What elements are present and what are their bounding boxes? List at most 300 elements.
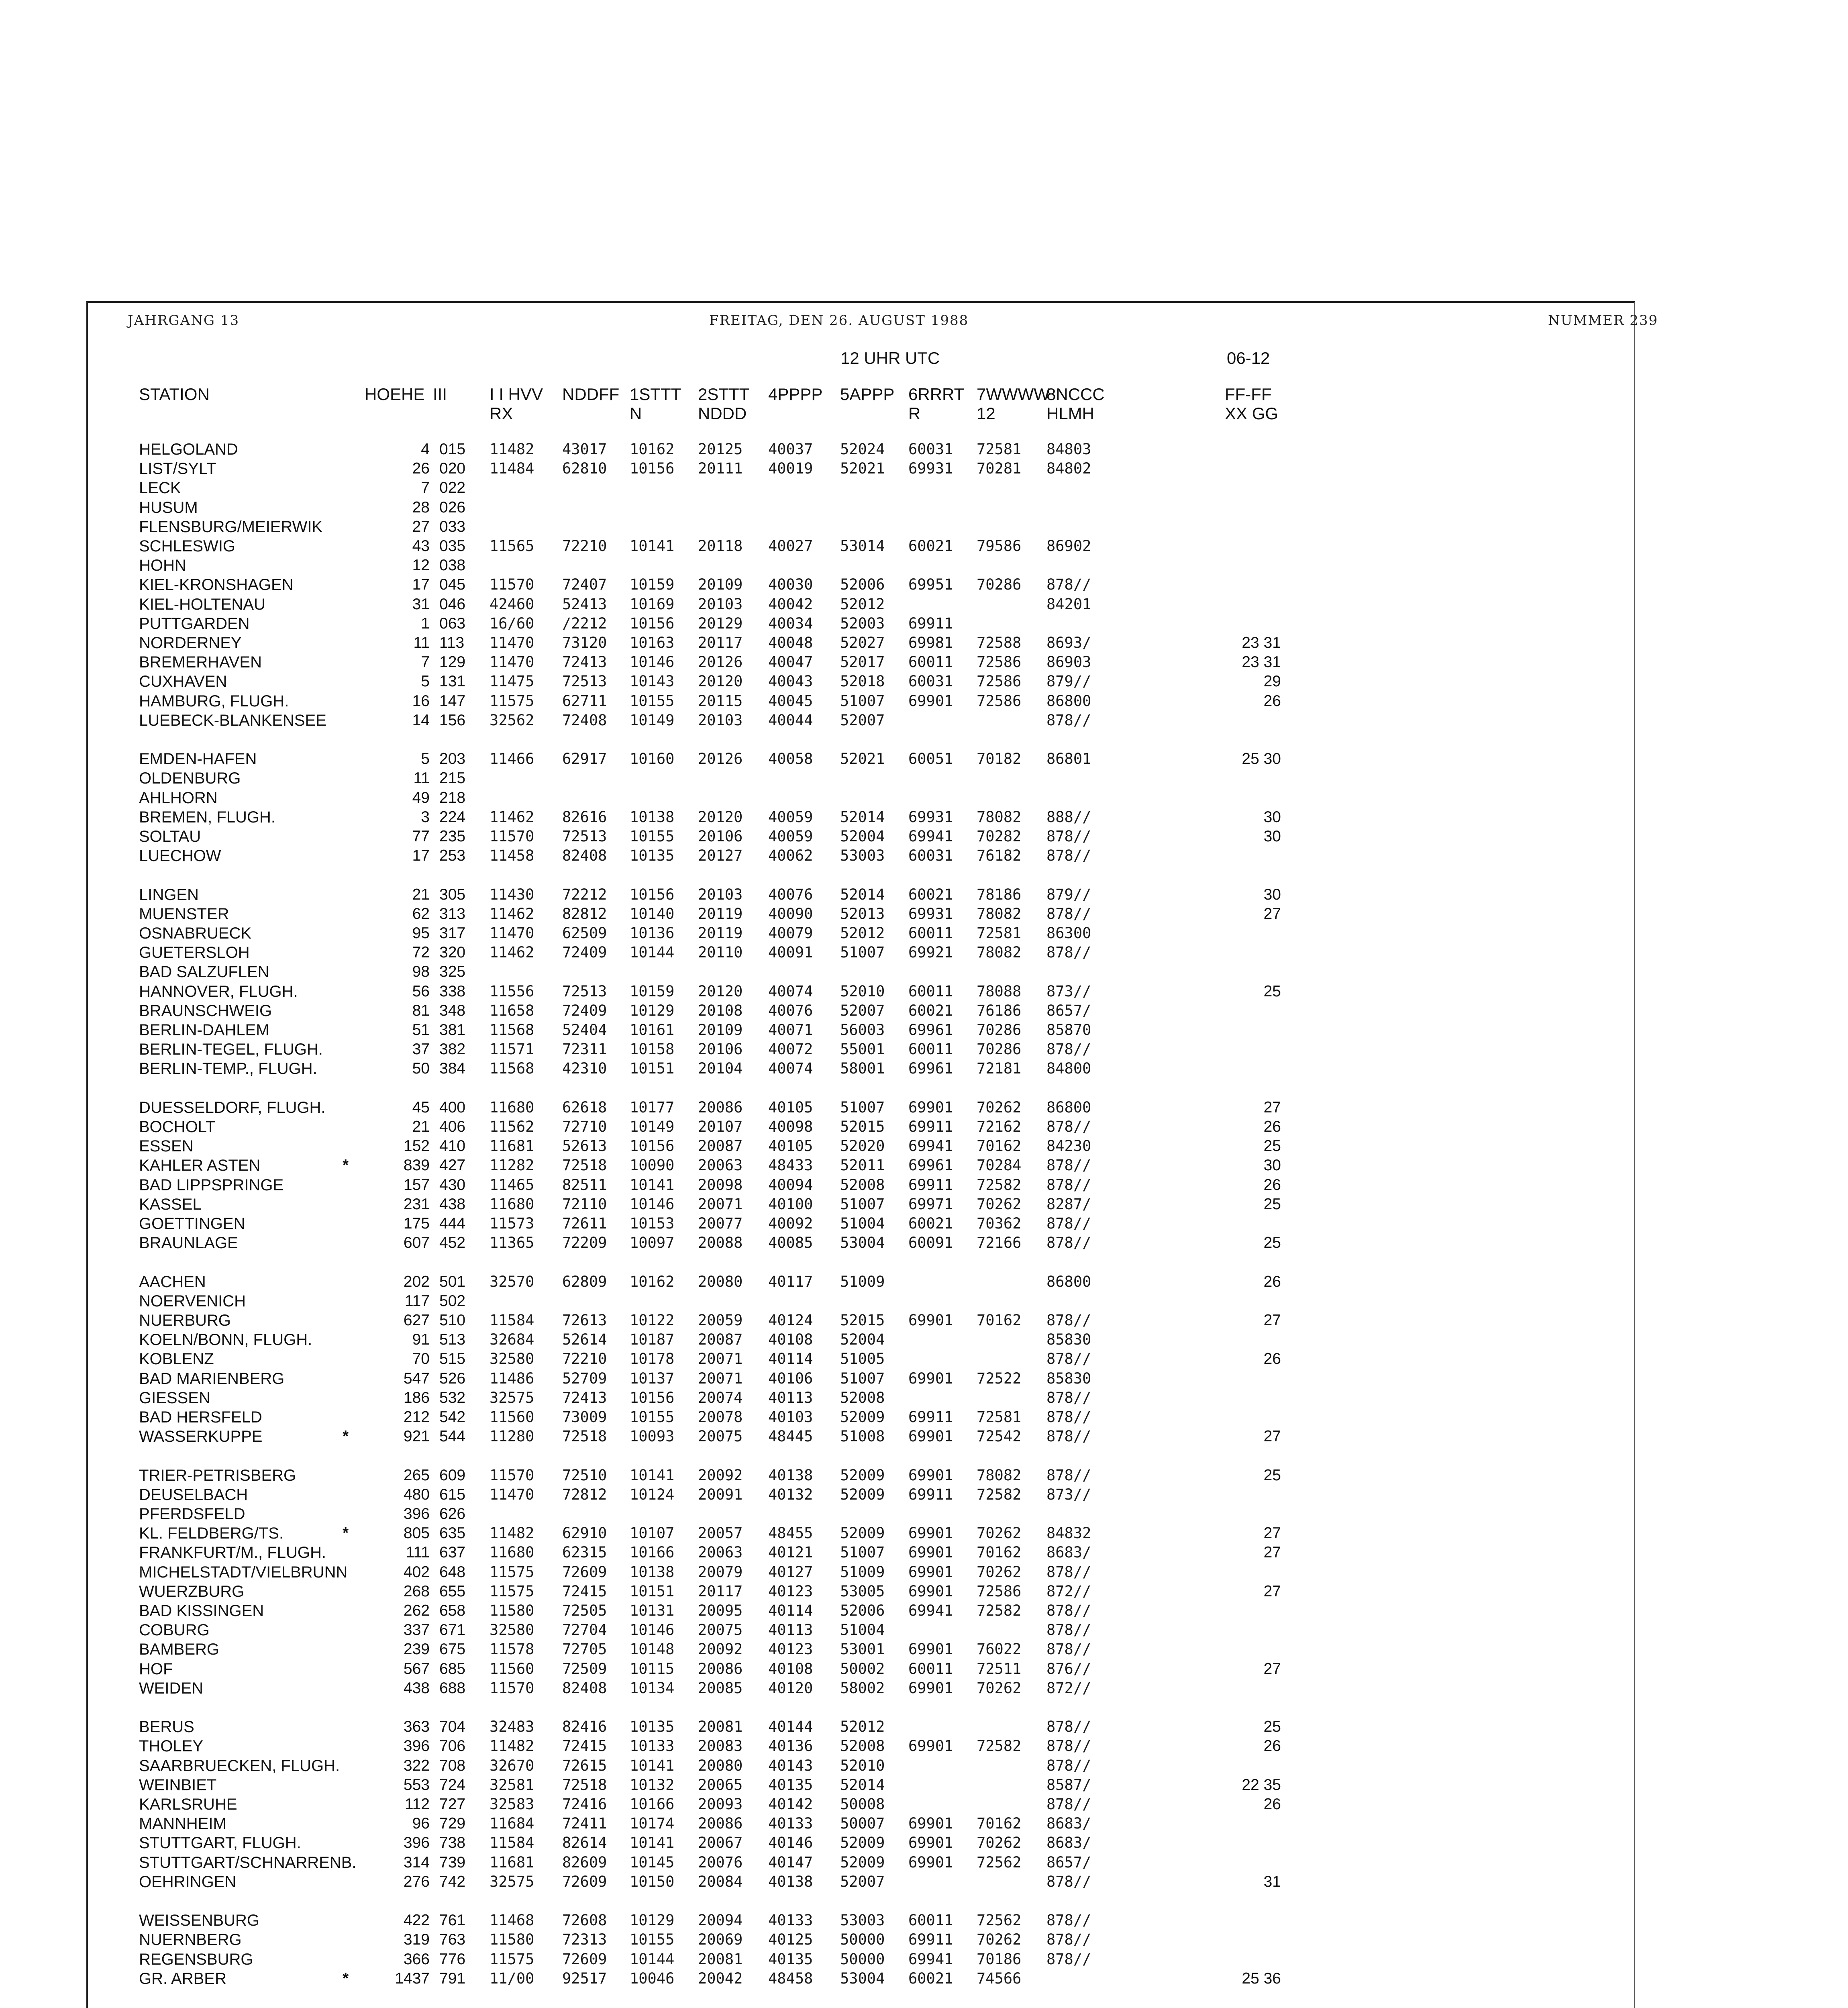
synop-group-c5: 40042	[768, 595, 813, 613]
synop-group-c7: 60011	[908, 653, 953, 671]
synop-group-c4: 20042	[698, 1969, 743, 1987]
synop-group-c3: 10161	[630, 1021, 675, 1039]
station-height: 112	[404, 1796, 430, 1813]
synop-group-c7: 69911	[908, 1931, 953, 1949]
station-number: 156	[439, 711, 466, 729]
gust-value: 26	[1263, 692, 1281, 710]
gust-value: 30	[1263, 1157, 1281, 1174]
synop-group-c2: 82616	[562, 808, 607, 826]
synop-group-c8: 70281	[977, 460, 1022, 478]
gust-value: 25	[1263, 1137, 1281, 1155]
gust-value: 25	[1263, 1718, 1281, 1736]
station-number: 738	[439, 1834, 466, 1852]
synop-group-c9: 84803	[1046, 441, 1091, 458]
synop-group-c5: 40094	[768, 1176, 813, 1194]
column-header-c4: 2STTT NDDD	[698, 385, 750, 423]
table-row	[0, 1388, 1848, 1408]
station-height: 4	[421, 441, 430, 458]
synop-group-c9: 8657/	[1046, 1002, 1091, 1019]
synop-group-c5: 40121	[768, 1544, 813, 1561]
station-name: GUETERSLOH	[139, 944, 250, 962]
synop-group-c9: 84800	[1046, 1060, 1091, 1077]
table-row	[0, 1563, 1848, 1582]
station-number: 129	[439, 653, 466, 671]
synop-group-c2: 72609	[562, 1950, 607, 1968]
synop-group-c8: 70262	[977, 1563, 1022, 1581]
synop-group-c9: 878//	[1046, 1621, 1091, 1639]
synop-group-c6: 53004	[840, 1969, 885, 1987]
synop-group-c8: 72582	[977, 1737, 1022, 1755]
synop-group-c4: 20079	[698, 1563, 743, 1581]
station-name: HOF	[139, 1660, 173, 1678]
synop-group-c5: 40105	[768, 1137, 813, 1155]
synop-group-c6: 50008	[840, 1796, 885, 1813]
synop-group-c8: 72588	[977, 634, 1022, 651]
gust-value: 27	[1263, 1428, 1281, 1445]
station-height: 45	[412, 1098, 430, 1116]
synop-group-c2: 92517	[562, 1969, 607, 1987]
station-name: STUTTGART/SCHNARRENB.	[139, 1853, 357, 1871]
synop-group-c9: 878//	[1046, 828, 1091, 845]
synop-group-c4: 20083	[698, 1737, 743, 1755]
synop-group-c5: 40120	[768, 1679, 813, 1697]
synop-group-c6: 52015	[840, 1312, 885, 1329]
synop-group-c3: 10093	[630, 1428, 675, 1445]
table-row	[0, 1020, 1848, 1040]
synop-group-c1: 11482	[490, 1524, 534, 1542]
gust-value: 27	[1263, 1544, 1281, 1561]
table-row	[0, 904, 1848, 924]
station-number: 410	[439, 1137, 466, 1155]
table-row	[0, 498, 1848, 517]
synop-group-c6: 51009	[840, 1563, 885, 1581]
synop-group-c5: 40047	[768, 653, 813, 671]
synop-group-c8: 72166	[977, 1234, 1022, 1252]
table-row	[0, 1292, 1848, 1311]
station-number: 131	[439, 673, 466, 690]
synop-group-c5: 40113	[768, 1621, 813, 1639]
synop-group-c1: 11365	[490, 1234, 534, 1252]
synop-group-c8: 78082	[977, 944, 1022, 961]
station-number: 438	[439, 1195, 466, 1213]
synop-group-c4: 20106	[698, 1041, 743, 1058]
table-row	[0, 653, 1848, 672]
synop-group-c3: 10144	[630, 944, 675, 961]
table-row	[0, 962, 1848, 982]
synop-group-c3: 10155	[630, 1931, 675, 1949]
synop-group-c3: 10138	[630, 1563, 675, 1581]
station-height: 438	[403, 1679, 430, 1697]
station-name: FRANKFURT/M., FLUGH.	[139, 1544, 326, 1562]
synop-group-c3: 10155	[630, 828, 675, 845]
synop-group-c2: 72615	[562, 1757, 607, 1774]
column-header-station: STATION	[139, 385, 210, 404]
synop-group-c6: 53005	[840, 1582, 885, 1600]
synop-group-c2: 82408	[562, 847, 607, 865]
synop-group-c4: 20103	[698, 595, 743, 613]
synop-group-c7: 69911	[908, 614, 953, 632]
synop-group-c6: 51008	[840, 1428, 885, 1445]
synop-group-c7: 69901	[908, 692, 953, 710]
synop-group-c5: 40144	[768, 1718, 813, 1736]
station-number: 727	[439, 1796, 466, 1813]
synop-group-c3: 10097	[630, 1234, 675, 1252]
synop-group-c1: 11568	[490, 1021, 534, 1039]
gust-value: 26	[1263, 1796, 1281, 1813]
synop-group-c5: 40019	[768, 460, 813, 478]
synop-group-c6: 52008	[840, 1389, 885, 1406]
synop-group-c7: 69901	[908, 1679, 953, 1697]
synop-group-c1: 11575	[490, 1582, 534, 1600]
synop-group-c3: 10141	[630, 1757, 675, 1774]
synop-group-c2: 72513	[562, 828, 607, 845]
table-row	[0, 749, 1848, 769]
table-row	[0, 769, 1848, 788]
synop-group-c6: 52004	[840, 1331, 885, 1349]
station-name: KIEL-KRONSHAGEN	[139, 576, 294, 594]
mountain-station-marker: *	[343, 1428, 349, 1445]
station-height: 212	[403, 1408, 430, 1426]
issue-number: NUMMER 239	[1548, 312, 1658, 329]
station-name: KARLSRUHE	[139, 1796, 237, 1813]
station-height: 186	[403, 1389, 430, 1406]
station-number: 724	[439, 1776, 466, 1794]
gust-value: 25 36	[1242, 1969, 1281, 1987]
synop-group-c6: 52024	[840, 441, 885, 458]
table-row	[0, 1601, 1848, 1620]
synop-group-c6: 52009	[840, 1834, 885, 1852]
synop-group-c9: 878//	[1046, 1950, 1091, 1968]
synop-group-c7: 69981	[908, 634, 953, 651]
synop-group-c1: 11556	[490, 982, 534, 1000]
synop-group-c8: 72581	[977, 441, 1022, 458]
station-number: 515	[439, 1350, 466, 1368]
station-name: GR. ARBER	[139, 1969, 226, 1988]
station-number: 253	[439, 847, 466, 865]
synop-group-c2: 72513	[562, 982, 607, 1000]
synop-group-c7: 60021	[908, 886, 953, 903]
synop-group-c3: 10129	[630, 1912, 675, 1929]
station-height: 5	[421, 673, 430, 690]
station-name: OEHRINGEN	[139, 1873, 237, 1891]
station-name: LIST/SYLT	[139, 460, 216, 478]
station-name: BOCHOLT	[139, 1118, 216, 1136]
station-name: DUESSELDORF, FLUGH.	[139, 1098, 326, 1116]
synop-group-c8: 72582	[977, 1176, 1022, 1194]
synop-group-c5: 40108	[768, 1331, 813, 1349]
synop-group-c6: 52008	[840, 1737, 885, 1755]
synop-group-c2: 62917	[562, 750, 607, 768]
synop-group-c7: 69901	[908, 1098, 953, 1116]
synop-group-c5: 40091	[768, 944, 813, 961]
synop-group-c8: 72582	[977, 1602, 1022, 1619]
synop-group-c5: 40030	[768, 576, 813, 594]
table-row	[0, 1233, 1848, 1253]
station-number: 791	[439, 1969, 466, 1987]
station-number: 026	[439, 498, 466, 516]
synop-group-c1: 11681	[490, 1137, 534, 1155]
station-name: SCHLESWIG	[139, 537, 236, 555]
synop-group-c8: 72162	[977, 1118, 1022, 1135]
synop-group-c8: 78088	[977, 982, 1022, 1000]
synop-group-c3: 10129	[630, 1002, 675, 1019]
station-height: 3	[421, 808, 430, 826]
synop-group-c5: 40143	[768, 1757, 813, 1774]
station-height: 239	[403, 1641, 430, 1658]
station-name: TRIER-PETRISBERG	[139, 1466, 296, 1484]
station-height: 14	[412, 711, 430, 729]
synop-group-c2: 72608	[562, 1912, 607, 1929]
table-row	[0, 1195, 1848, 1214]
synop-group-c9: 878//	[1046, 1176, 1091, 1194]
synop-group-c9: 872//	[1046, 1582, 1091, 1600]
synop-group-c4: 20120	[698, 673, 743, 690]
synop-group-c4: 20103	[698, 711, 743, 729]
station-number: 526	[439, 1369, 466, 1387]
synop-group-c3: 10131	[630, 1602, 675, 1619]
synop-group-c6: 52009	[840, 1408, 885, 1426]
synop-group-c4: 20092	[698, 1641, 743, 1658]
table-row	[0, 1543, 1848, 1562]
station-number: 348	[439, 1002, 466, 1019]
synop-group-c1: 32575	[490, 1873, 534, 1890]
synop-group-c5: 40113	[768, 1389, 813, 1406]
column-header-c6: 5APPP	[840, 385, 895, 404]
station-name: STUTTGART, FLUGH.	[139, 1834, 301, 1852]
synop-group-c6: 52013	[840, 905, 885, 922]
synop-group-c7: 69931	[908, 460, 953, 478]
synop-group-c3: 10156	[630, 1137, 675, 1155]
station-height: 396	[403, 1505, 430, 1522]
synop-group-c3: 10046	[630, 1969, 675, 1987]
table-row	[0, 846, 1848, 865]
station-height: 91	[412, 1331, 430, 1349]
synop-group-c3: 10156	[630, 886, 675, 903]
synop-group-c5: 40133	[768, 1912, 813, 1929]
station-height: 262	[403, 1602, 430, 1619]
table-row	[0, 1504, 1848, 1524]
station-number: 427	[439, 1157, 466, 1174]
synop-group-c1: 11458	[490, 847, 534, 865]
synop-group-c4: 20080	[698, 1757, 743, 1774]
station-name: LUECHOW	[139, 847, 221, 865]
synop-group-c9: 878//	[1046, 1641, 1091, 1658]
synop-group-c9: 873//	[1046, 1486, 1091, 1503]
synop-group-c4: 20103	[698, 886, 743, 903]
synop-group-c1: 11484	[490, 460, 534, 478]
table-row	[0, 1524, 1848, 1543]
station-height: 70	[412, 1350, 430, 1368]
table-row	[0, 575, 1848, 594]
synop-group-c3: 10146	[630, 1621, 675, 1639]
synop-group-c3: 10140	[630, 905, 675, 922]
synop-group-c9: 86300	[1046, 924, 1091, 942]
station-number: 015	[439, 441, 466, 458]
synop-group-c8: 72582	[977, 1486, 1022, 1503]
synop-group-c6: 52021	[840, 750, 885, 768]
station-height: 62	[412, 905, 430, 922]
synop-group-c8: 70162	[977, 1815, 1022, 1833]
synop-group-c7: 60021	[908, 1215, 953, 1232]
station-name: OLDENBURG	[139, 769, 241, 788]
synop-group-c5: 40142	[768, 1796, 813, 1813]
synop-group-c6: 50002	[840, 1660, 885, 1677]
synop-group-c8: 70162	[977, 1137, 1022, 1155]
synop-group-c5: 40108	[768, 1660, 813, 1677]
synop-group-c9: 85830	[1046, 1331, 1091, 1349]
station-number: 502	[439, 1292, 466, 1310]
station-height: 480	[403, 1486, 430, 1503]
synop-group-c7: 69911	[908, 1486, 953, 1503]
station-height: 839	[403, 1157, 430, 1174]
synop-group-c2: 72313	[562, 1931, 607, 1949]
synop-group-c4: 20117	[698, 1582, 743, 1600]
synop-group-c8: 70262	[977, 1834, 1022, 1852]
gust-value: 25	[1263, 1234, 1281, 1252]
synop-group-c6: 52010	[840, 1757, 885, 1774]
synop-group-c4: 20087	[698, 1331, 743, 1349]
table-row	[0, 440, 1848, 459]
station-name: HANNOVER, FLUGH.	[139, 982, 298, 1000]
synop-group-c5: 40105	[768, 1098, 813, 1116]
synop-group-c9: 85830	[1046, 1369, 1091, 1387]
synop-group-c1: 32580	[490, 1621, 534, 1639]
synop-group-c8: 70286	[977, 1021, 1022, 1039]
station-height: 95	[412, 924, 430, 942]
synop-group-c6: 53003	[840, 847, 885, 865]
table-row	[0, 1098, 1848, 1117]
station-height: 43	[412, 537, 430, 555]
synop-group-c9: 878//	[1046, 905, 1091, 922]
synop-group-c7: 69901	[908, 1466, 953, 1484]
synop-group-c2: 62509	[562, 924, 607, 942]
synop-group-c2: 52613	[562, 1137, 607, 1155]
synop-group-c1: 11570	[490, 828, 534, 845]
synop-group-c5: 40103	[768, 1408, 813, 1426]
table-row	[0, 595, 1848, 614]
station-name: LINGEN	[139, 886, 199, 904]
synop-group-c1: 11462	[490, 905, 534, 922]
column-header-iii: III	[433, 385, 447, 404]
synop-group-c2: 72311	[562, 1041, 607, 1058]
station-name: KASSEL	[139, 1195, 202, 1213]
station-height: 363	[403, 1718, 430, 1736]
synop-group-c3: 10162	[630, 441, 675, 458]
synop-group-c3: 10146	[630, 653, 675, 671]
table-row	[0, 1679, 1848, 1698]
station-name: THOLEY	[139, 1737, 204, 1755]
station-number: 501	[439, 1273, 466, 1290]
synop-group-c1: 32684	[490, 1331, 534, 1349]
station-number: 532	[439, 1389, 466, 1406]
synop-group-c9: 879//	[1046, 673, 1091, 690]
synop-group-c2: 62315	[562, 1544, 607, 1561]
synop-group-c7: 60091	[908, 1234, 953, 1252]
synop-group-c4: 20092	[698, 1466, 743, 1484]
station-number: 706	[439, 1737, 466, 1755]
synop-group-c9: 878//	[1046, 944, 1091, 961]
synop-group-c2: 52614	[562, 1331, 607, 1349]
synop-group-c8: 76186	[977, 1002, 1022, 1019]
synop-group-c4: 20094	[698, 1912, 743, 1929]
synop-group-c1: 11462	[490, 808, 534, 826]
gust-value: 25 30	[1242, 750, 1281, 768]
station-number: 317	[439, 924, 466, 942]
synop-group-c8: 72562	[977, 1853, 1022, 1871]
gust-value: 27	[1263, 1660, 1281, 1677]
synop-group-c3: 10134	[630, 1679, 675, 1697]
synop-group-c1: 11470	[490, 1486, 534, 1503]
table-row	[0, 808, 1848, 827]
table-row	[0, 1040, 1848, 1059]
synop-group-c3: 10122	[630, 1312, 675, 1329]
station-height: 175	[403, 1215, 430, 1232]
synop-group-c4: 20106	[698, 828, 743, 845]
synop-group-c9: 84802	[1046, 460, 1091, 478]
synop-group-c5: 40045	[768, 692, 813, 710]
synop-group-c7: 69901	[908, 1563, 953, 1581]
station-height: 117	[404, 1292, 430, 1310]
synop-group-c4: 20076	[698, 1853, 743, 1871]
synop-group-c2: 72413	[562, 1389, 607, 1406]
table-row	[0, 692, 1848, 711]
synop-group-c2: 43017	[562, 441, 607, 458]
synop-group-c6: 52015	[840, 1118, 885, 1135]
synop-group-c6: 51007	[840, 1098, 885, 1116]
synop-group-c3: 10149	[630, 1118, 675, 1135]
synop-group-c7: 60021	[908, 1969, 953, 1987]
synop-group-c3: 10136	[630, 924, 675, 942]
station-height: 314	[403, 1853, 430, 1871]
synop-group-c9: 872//	[1046, 1679, 1091, 1697]
synop-group-c6: 52020	[840, 1137, 885, 1155]
station-name: KOELN/BONN, FLUGH.	[139, 1331, 312, 1349]
synop-group-c6: 52009	[840, 1486, 885, 1503]
synop-group-c5: 40085	[768, 1234, 813, 1252]
synop-group-c4: 20087	[698, 1137, 743, 1155]
synop-group-c9: 878//	[1046, 1602, 1091, 1619]
station-number: 022	[439, 479, 466, 497]
station-height: 49	[412, 789, 430, 806]
station-number: 626	[439, 1505, 466, 1522]
station-height: 11	[413, 769, 430, 787]
synop-group-c5: 40062	[768, 847, 813, 865]
station-number: 542	[439, 1408, 466, 1426]
station-number: 430	[439, 1176, 466, 1194]
station-number: 708	[439, 1757, 466, 1774]
station-height: 21	[412, 1118, 430, 1135]
synop-group-c4: 20086	[698, 1815, 743, 1833]
table-row	[0, 1775, 1848, 1795]
station-number: 761	[439, 1912, 466, 1929]
column-header-c5: 4PPPP	[768, 385, 823, 404]
synop-group-c4: 20075	[698, 1428, 743, 1445]
synop-group-c4: 20074	[698, 1389, 743, 1406]
synop-group-c1: 11575	[490, 692, 534, 710]
synop-group-c2: 73120	[562, 634, 607, 651]
synop-group-c2: 82609	[562, 1853, 607, 1871]
synop-group-c2: 72415	[562, 1582, 607, 1600]
synop-group-c4: 20120	[698, 808, 743, 826]
synop-group-c3: 10159	[630, 576, 675, 594]
synop-group-c2: 72413	[562, 653, 607, 671]
column-header-c1: I I HVV RX	[490, 385, 543, 423]
synop-group-c2: 62809	[562, 1273, 607, 1290]
synop-group-c4: 20119	[698, 924, 743, 942]
station-name: HAMBURG, FLUGH.	[139, 692, 289, 710]
synop-group-c3: 10141	[630, 1176, 675, 1194]
synop-group-c1: 11584	[490, 1834, 534, 1852]
